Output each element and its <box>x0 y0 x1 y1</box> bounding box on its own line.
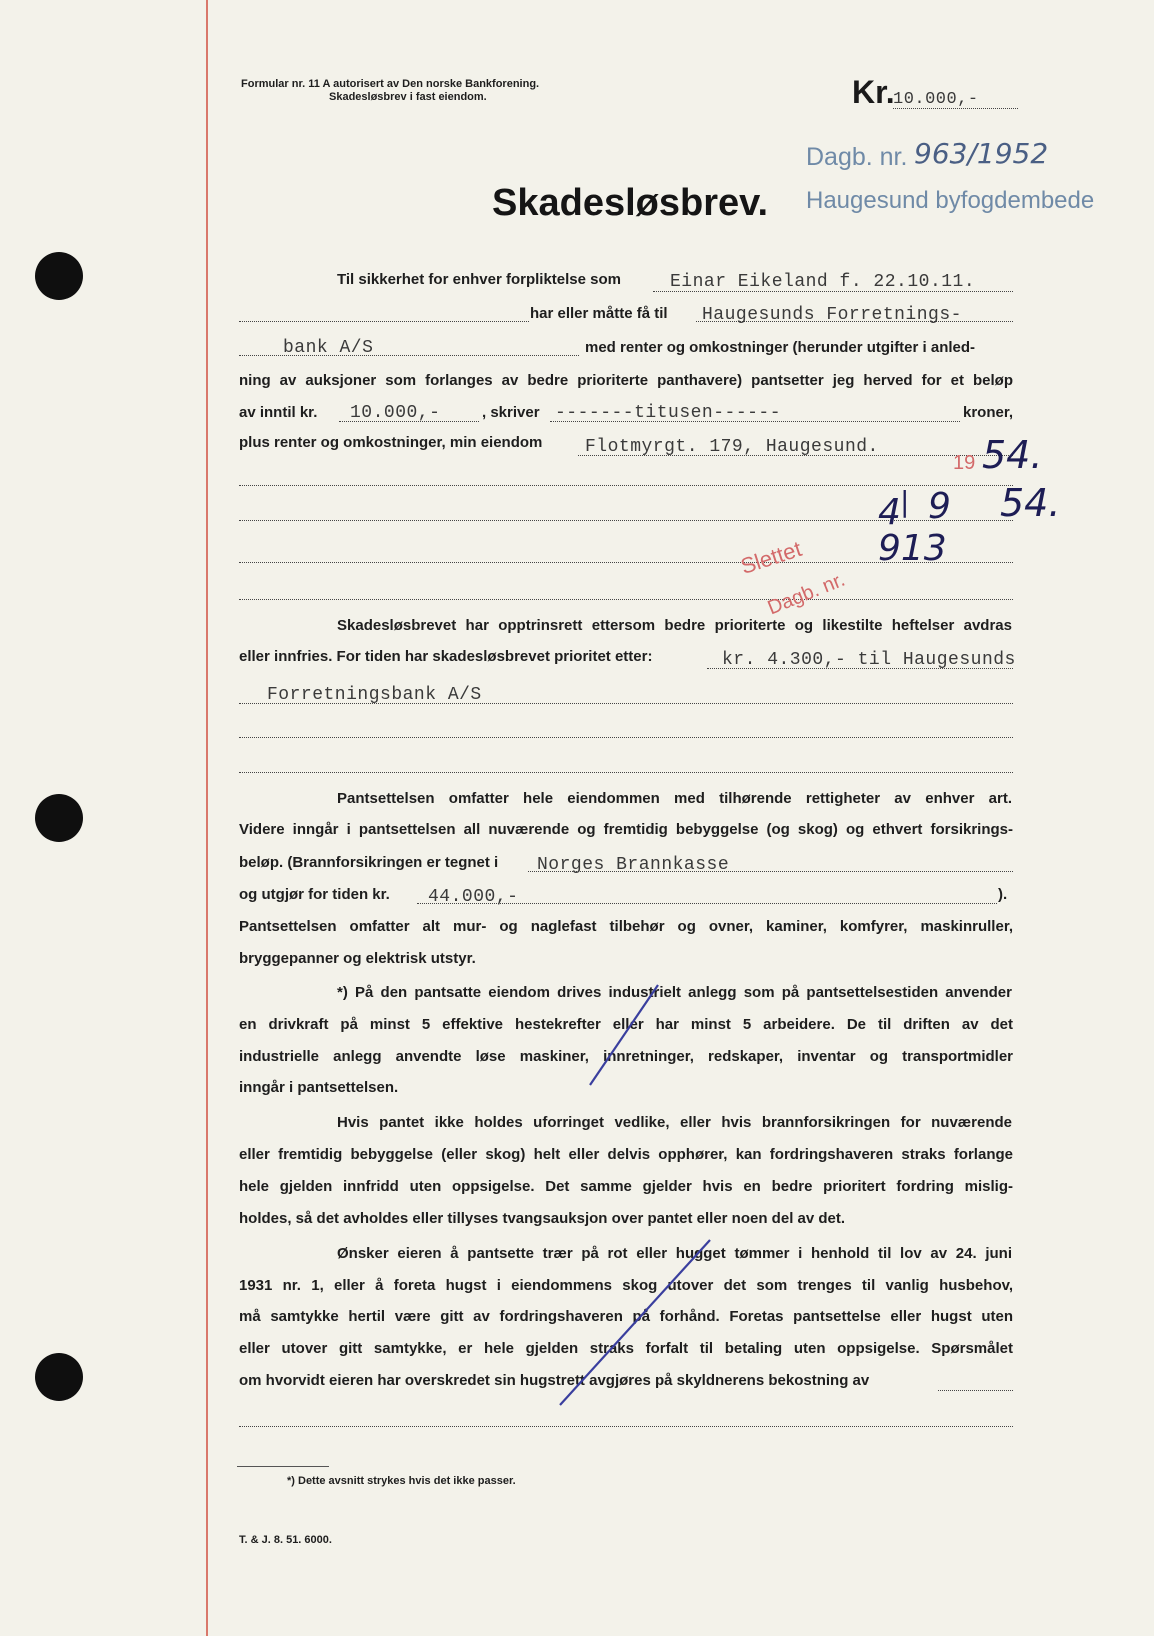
s5-line1: Hvis pantet ikke holdes uforringet vedlike, eller hvis brannforsikringen for nuværende <box>337 1114 1012 1131</box>
s3-line6: bryggepanner og elektrisk utstyr. <box>239 950 476 967</box>
s1-line6-label: plus renter og omkostninger, min eiendom <box>239 434 543 451</box>
s2-line2-label: eller innfries. For tiden har skadesløsbrevet prioritet etter: <box>239 648 653 665</box>
dagb-stamp-label: Dagb. nr. <box>806 143 908 171</box>
pledge-amount: 10.000,- <box>350 403 441 423</box>
s6-line5: om hvorvidt eieren har overskredet sin hugstrett avgjøres på skyldnerens bekostning av <box>239 1372 870 1389</box>
deletion-number: 913 <box>878 528 947 569</box>
s4-line1: *) På den pantsatte eiendom drives industrielt anlegg som på pantsettelsestiden anvender <box>337 984 1012 1001</box>
footnote-rule <box>237 1466 329 1467</box>
dagb-stamp-number: 963/1952 <box>914 137 1049 170</box>
s1-line2-label: har eller måtte få til <box>530 305 668 322</box>
s2-line1: Skadesløsbrevet har opptrinsrett ettersom bedre prioriterte og likestilte heftelser avdras <box>337 617 1012 634</box>
strike-mark-section6 <box>560 1240 710 1405</box>
fire-insurer: Norges Brannkasse <box>537 855 730 875</box>
s5-line2: eller fremtidig bebyggelse (eller skog) helt eller delvis opphører, kan fordringshaveren straks forlange <box>239 1146 1013 1163</box>
kr-amount: 10.000,- <box>893 90 979 109</box>
pledge-amount-words: -------titusen------ <box>555 403 782 423</box>
document-title: Skadesløsbrev. <box>492 182 769 224</box>
deletion-year-a: 54. <box>982 433 1043 477</box>
date-separator: | <box>900 485 910 518</box>
s4-line4: inngår i pantsettelsen. <box>239 1079 399 1096</box>
s1-line5-a: av inntil kr. <box>239 404 318 421</box>
kr-label: Kr. <box>852 74 895 110</box>
form-line-1: Formular nr. 11 A autorisert av Den norske Bankforening. <box>241 78 540 90</box>
s3-line5: Pantsettelsen omfatter alt mur- og naglefast tilbehør og ovner, kaminer, komfyrer, maskinruller, <box>239 918 1013 935</box>
property-address: Flotmyrgt. 179, Haugesund. <box>585 437 879 457</box>
s3-line4-label: og utgjør for tiden kr. <box>239 886 390 903</box>
s6-line4: eller utover gitt samtykke, er hele gjelden straks forfalt til betaling uten oppsigelse. Spørsmålet <box>239 1340 1013 1357</box>
debtor-name: Einar Eikeland f. 22.10.11. <box>670 272 976 292</box>
s1-line3-text: med renter og omkostninger (herunder utgifter i anled- <box>585 339 976 356</box>
deletion-month: 9 <box>928 486 951 527</box>
s1-line5-b: , skriver <box>482 404 540 421</box>
strike-mark-section4 <box>590 985 658 1085</box>
slettet-stamp: Slettet <box>737 535 805 580</box>
s6-line3: må samtykke hertil være gitt av fordringshaveren på forhånd. Foretas pantsettelse eller hugst uten <box>239 1308 1013 1325</box>
creditor-name-2: bank A/S <box>283 338 374 358</box>
s3-line3-label: beløp. (Brannforsikringen er tegnet i <box>239 854 499 871</box>
s6-line2: 1931 nr. 1, eller å foreta hugst i eiendommens skog utover det som trenges til vanlig husbehov, <box>239 1277 1013 1294</box>
form-line-2: Skadesløsbrev i fast eiendom. <box>329 91 487 103</box>
insured-amount: 44.000,- <box>428 887 519 907</box>
s1-line4-text: ning av auksjoner som forlanges av bedre prioriterte panthavere) pantsetter jeg herved for et beløp <box>239 372 1013 389</box>
s4-line2: en drivkraft på minst 5 effektive hestekrefter eller har minst 5 arbeidere. De til driften av det <box>239 1016 1013 1033</box>
s1-line5-c: kroner, <box>963 404 1014 421</box>
prior-lien-holder: Forretningsbank A/S <box>267 685 482 705</box>
footnote: *) Dette avsnitt strykes hvis det ikke passer. <box>287 1475 516 1487</box>
s4-line3: industrielle anlegg anvendte løse maskiner, innretninger, redskaper, inventar og transportmidler <box>239 1048 1013 1065</box>
deletion-dagb-stamp: Dagb. nr. <box>764 568 849 620</box>
s5-line4: holdes, så det avholdes eller tillyses tvangsauksjon over pantet eller noen del av det. <box>239 1210 846 1227</box>
prior-lien: kr. 4.300,- til Haugesunds <box>722 650 1016 670</box>
s1-line1-label: Til sikkerhet for enhver forpliktelse som <box>337 271 621 288</box>
deletion-day: 4 <box>878 492 901 533</box>
printer-mark: T. & J. 8. 51. 6000. <box>239 1534 332 1546</box>
s3-line4-end: ). <box>998 886 1008 903</box>
creditor-name-1: Haugesunds Forretnings- <box>702 305 962 325</box>
s5-line3: hele gjelden innfridd uten oppsigelse. Det samme gjelder hvis en bedre prioritert fordring mislig- <box>239 1178 1013 1195</box>
court-stamp: Haugesund byfogdembede <box>806 187 1095 214</box>
s3-line2: Videre inngår i pantsettelsen all nuværende og fremtidig bebyggelse (og skog) og ethvert forsikrings- <box>239 821 1013 838</box>
deletion-year-b: 54. <box>1000 481 1061 525</box>
s6-line1: Ønsker eieren å pantsette trær på rot eller hugget tømmer i henhold til lov av 24. juni <box>337 1245 1012 1262</box>
s3-line1: Pantsettelsen omfatter hele eiendommen med tilhørende rettigheter av enhver art. <box>337 790 1012 807</box>
deletion-year-19: 19 <box>953 452 976 474</box>
